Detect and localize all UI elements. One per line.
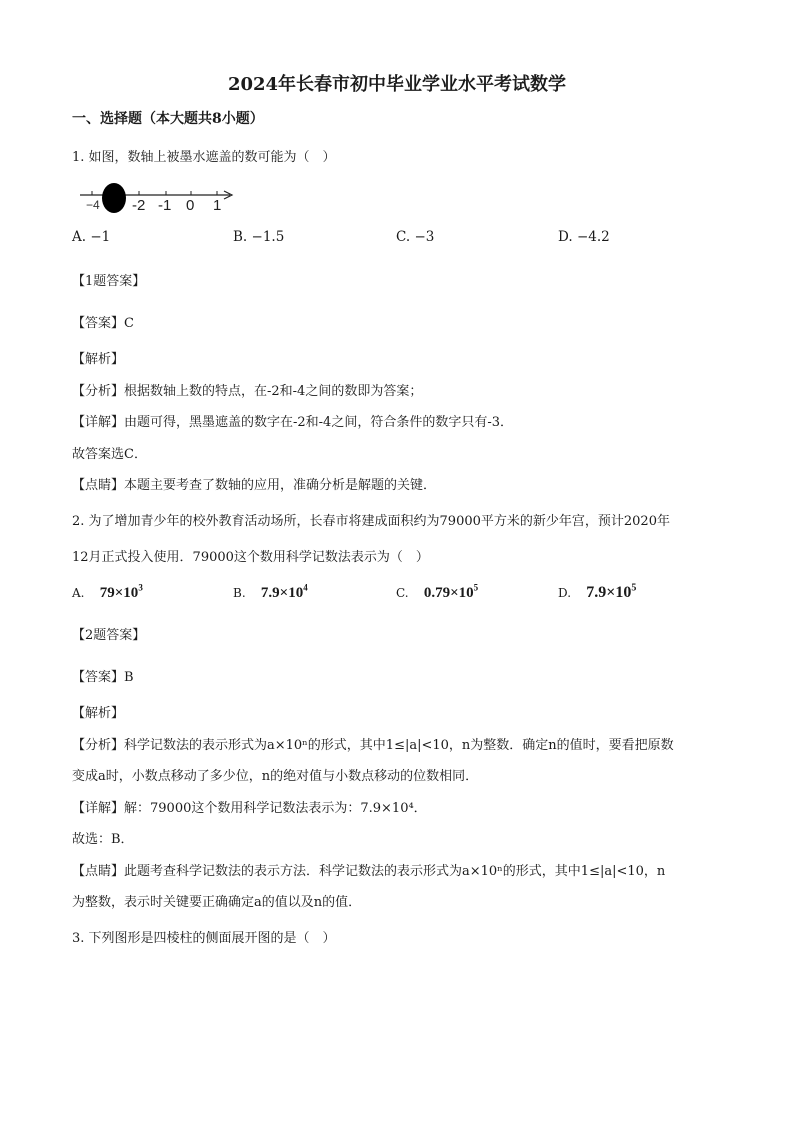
tick-label: -2 [132, 197, 146, 214]
tick-label: -1 [158, 197, 172, 214]
ink-blot [102, 183, 126, 213]
analysis-label: 【解析】 [72, 352, 125, 367]
comment-text-line-2: 为整数，表示时关键要正确确定a的值以及n的值． [72, 895, 362, 910]
section-heading: 一、选择题（本大题共8小题） [72, 111, 264, 127]
answer-header: 【1题答案】 [72, 274, 146, 289]
question-1-stem: 1. 如图，数轴上被墨水遮盖的数可能为（ ） [72, 150, 336, 165]
question-2-stem-line-2: 12月正式投入使用．79000这个数用科学记数法表示为（ ） [72, 550, 429, 565]
option-c[interactable]: C. $0.79\times 10^5$ [396, 582, 479, 601]
answer: 【答案】C [72, 316, 134, 331]
number-line-figure [78, 180, 243, 214]
option-a[interactable]: A. −1 [72, 229, 111, 245]
option-a[interactable]: A. $79\times 10^3$ [72, 582, 143, 601]
comment-text: 【点睛】本题主要考查了数轴的应用，准确分析是解题的关键． [72, 478, 437, 493]
option-c[interactable]: C. −3 [396, 229, 435, 245]
analysis-text-line-2: 变成a时，小数点移动了多少位，n的绝对值与小数点移动的位数相同． [72, 769, 479, 784]
analysis-label: 【解析】 [72, 706, 125, 721]
analysis-text-line-1: 【分析】科学记数法的表示形式为a×10ⁿ的形式，其中1≤|a|<10，n为整数．确定n的值时，要看把原数 [72, 738, 674, 753]
detail-text: 【详解】解：79000这个数用科学记数法表示为：7.9×10⁴． [72, 801, 427, 816]
option-b[interactable]: B. −1.5 [233, 229, 285, 245]
tick-label: 0 [186, 197, 195, 214]
question-3-stem: 3. 下列图形是四棱柱的侧面展开图的是（ ） [72, 931, 336, 946]
option-d[interactable]: D. −4.2 [558, 229, 610, 245]
comment-text-line-1: 【点睛】此题考查科学记数法的表示方法．科学记数法的表示形式为a×10ⁿ的形式，其中1≤|a|<10，n [72, 864, 666, 879]
answer: 【答案】B [72, 670, 134, 685]
conclusion-text: 故选：B． [72, 832, 134, 847]
page-title: 2024年长春市初中毕业学业水平考试数学 [227, 74, 567, 95]
detail-text: 【详解】由题可得，黑墨遮盖的数字在-2和-4之间，符合条件的数字只有-3． [72, 415, 513, 430]
question-2-stem-line-1: 2. 为了增加青少年的校外教育活动场所，长春市将建成面积约为79000平方米的新少年宫，预计2020年 [72, 514, 670, 529]
tick-label: 1 [213, 197, 222, 214]
option-d[interactable]: D. $7.9\times 10^5$ [558, 582, 637, 601]
option-b[interactable]: B. $7.9\times 10^4$ [233, 582, 308, 601]
conclusion-text: 故答案选C． [72, 447, 147, 462]
analysis-text: 【分析】根据数轴上数的特点，在-2和-4之间的数即为答案； [72, 384, 423, 399]
answer-header: 【2题答案】 [72, 628, 146, 643]
tick-label: −4 [86, 198, 100, 212]
